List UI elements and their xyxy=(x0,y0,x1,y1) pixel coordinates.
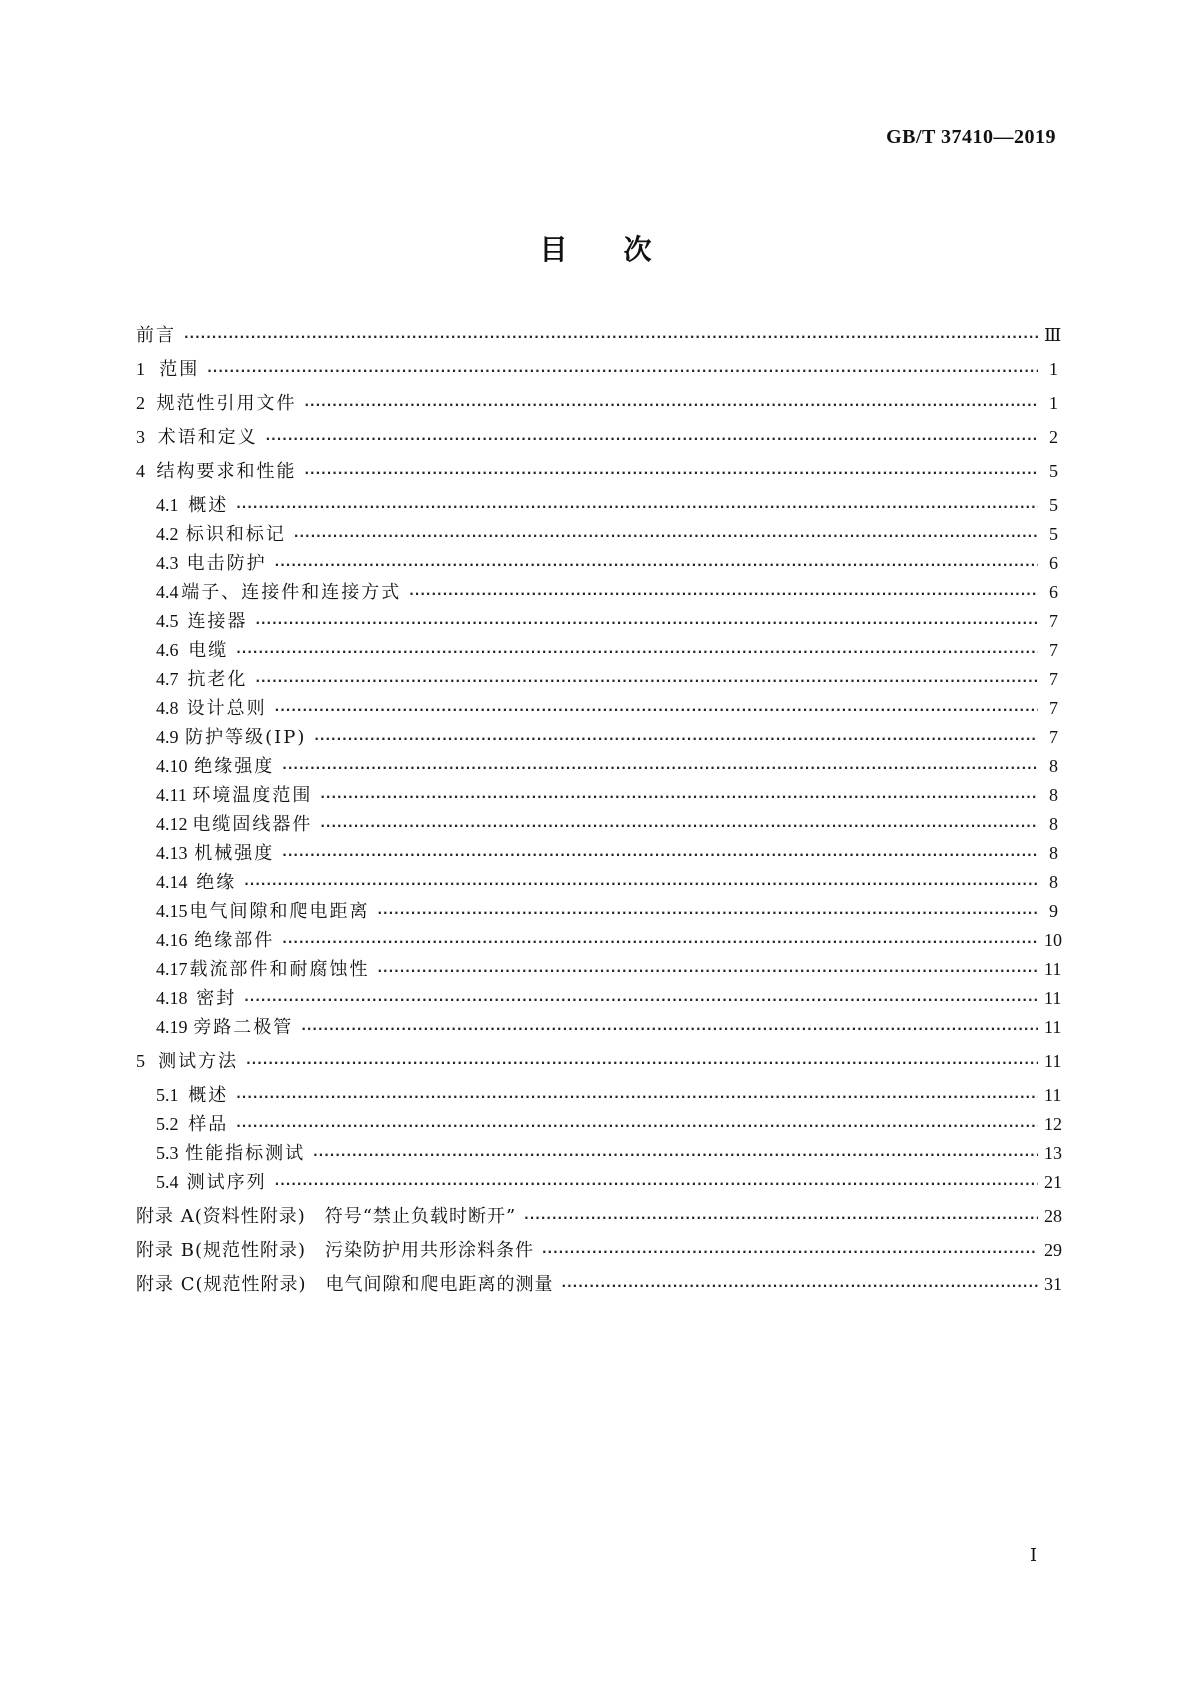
toc-entry-label: 电缆 xyxy=(188,640,229,661)
toc-entry-page: 5 xyxy=(1049,495,1058,515)
toc-entry-number: 4.7 xyxy=(156,669,179,689)
toc-entry-label: 绝缘部件 xyxy=(194,930,275,951)
toc-entry-4-5[interactable] xyxy=(136,608,1058,634)
toc-entry-label: 绝缘 xyxy=(196,872,237,893)
toc-entry-4-8[interactable] xyxy=(136,695,1058,721)
dot-leader xyxy=(236,1083,1038,1110)
toc-entry-appendix-b[interactable] xyxy=(136,1237,1062,1263)
toc-entry-appendix-a[interactable] xyxy=(136,1203,1062,1229)
toc-entry-page: 8 xyxy=(1049,756,1058,776)
toc-entry-number: 4.8 xyxy=(156,698,179,718)
toc-entry-label: 机械强度 xyxy=(194,843,275,864)
toc-entry-4-4[interactable] xyxy=(136,579,1058,605)
toc-entry-number: 4.14 xyxy=(156,872,188,892)
toc-entry-label: 防护等级(IP) xyxy=(185,727,307,748)
toc-entry-label: 抗老化 xyxy=(187,669,248,690)
toc-entry-page: 6 xyxy=(1048,582,1058,602)
toc-entry-4-14[interactable] xyxy=(136,869,1058,895)
toc-entry-page: 7 xyxy=(1049,611,1058,631)
toc-entry-label: 旁路二极管 xyxy=(193,1017,294,1038)
toc-entry-4[interactable] xyxy=(136,458,1058,484)
toc-entry-label: 连接器 xyxy=(187,611,248,632)
page-title: 目次 xyxy=(539,233,708,266)
toc-entry-label: 术语和定义 xyxy=(157,427,258,448)
dot-leader xyxy=(236,638,1038,665)
toc-entry-number: 5.3 xyxy=(156,1143,179,1163)
toc-entry-page: 11 xyxy=(1044,959,1062,979)
toc-entry-number: 5.1 xyxy=(156,1085,179,1105)
toc-entry-4-15[interactable] xyxy=(136,898,1058,924)
toc-entry-page: 21 xyxy=(1044,1172,1062,1192)
toc-entry-page: 1 xyxy=(1049,359,1058,379)
dot-leader xyxy=(305,391,1039,418)
dot-leader xyxy=(542,1238,1038,1265)
toc-entry-number: 5.4 xyxy=(156,1172,179,1192)
toc-entry-page: 31 xyxy=(1044,1274,1062,1294)
dot-leader xyxy=(377,899,1038,926)
dot-leader xyxy=(301,1015,1038,1042)
toc-entry-number: 4.18 xyxy=(156,988,188,1008)
toc-entry-page: 2 xyxy=(1049,427,1058,447)
toc-entry-page: 8 xyxy=(1049,814,1058,834)
dot-leader xyxy=(524,1204,1038,1231)
toc-entry-page: 5 xyxy=(1049,524,1058,544)
toc-entry-5[interactable] xyxy=(136,1048,1062,1074)
toc-entry-2[interactable] xyxy=(136,390,1058,416)
toc-entry-5-3[interactable] xyxy=(136,1140,1062,1166)
toc-entry-4-3[interactable] xyxy=(136,550,1058,576)
toc-entry-page: 11 xyxy=(1044,1085,1062,1105)
toc-entry-label: 附录 A(资料性附录) 符号“禁止负载时断开” xyxy=(136,1206,517,1227)
dot-leader xyxy=(282,928,1038,955)
toc-entry-number: 4.4 xyxy=(156,582,179,602)
toc-entry-page: 11 xyxy=(1044,1017,1062,1037)
toc-entry-3[interactable] xyxy=(136,424,1058,450)
toc-entry-4-13[interactable] xyxy=(136,840,1058,866)
toc-entry-4-1[interactable] xyxy=(136,492,1058,518)
toc-entry-label: 环境温度范围 xyxy=(192,785,313,806)
toc-entry-number: 5 xyxy=(136,1051,145,1071)
toc-entry-label: 规范性引用文件 xyxy=(156,393,297,414)
toc-entry-page: Ⅲ xyxy=(1044,325,1062,345)
dot-leader xyxy=(282,754,1038,781)
dot-leader xyxy=(244,986,1038,1013)
toc-entry-page: 7 xyxy=(1049,669,1058,689)
toc-entry-number: 4.16 xyxy=(156,930,188,950)
dot-leader xyxy=(236,1112,1038,1139)
dot-leader xyxy=(184,323,1038,350)
toc-entry-number: 4.1 xyxy=(156,495,179,515)
toc-entry-number: 4.9 xyxy=(156,727,179,747)
dot-leader xyxy=(314,725,1038,752)
toc-entry-4-16[interactable] xyxy=(136,927,1062,953)
toc-entry-appendix-c[interactable] xyxy=(136,1271,1062,1297)
toc-entry-4-11[interactable] xyxy=(136,782,1058,808)
toc-entry-label: 性能指标测试 xyxy=(185,1143,306,1164)
toc-entry-4-18[interactable] xyxy=(136,985,1062,1011)
toc-entry-page: 5 xyxy=(1049,461,1058,481)
toc-entry-label: 载流部件和耐腐蚀性 xyxy=(189,959,370,980)
toc-entry-number: 4.15 xyxy=(156,901,188,921)
toc-entry-label: 概述 xyxy=(188,495,229,516)
dot-leader xyxy=(275,696,1038,723)
toc-entry-page: 7 xyxy=(1049,727,1058,747)
toc-entry-number: 4.3 xyxy=(156,553,179,573)
toc-entry-label: 范围 xyxy=(159,359,200,380)
dot-leader xyxy=(207,357,1038,384)
toc-entry-5-1[interactable] xyxy=(136,1082,1062,1108)
toc-entry-page: 11 xyxy=(1044,988,1062,1008)
toc-entry-4-17[interactable] xyxy=(136,956,1062,982)
page-number: Ⅰ xyxy=(1030,1545,1038,1565)
dot-leader xyxy=(320,783,1038,810)
dot-leader xyxy=(255,609,1038,636)
toc-entry-label: 概述 xyxy=(188,1085,229,1106)
toc-entry-label: 测试方法 xyxy=(158,1051,239,1072)
dot-leader xyxy=(377,957,1038,984)
toc-entry-page: 11 xyxy=(1044,1051,1062,1071)
toc-entry-foreword[interactable] xyxy=(136,322,1062,348)
toc-entry-page: 1 xyxy=(1049,393,1058,413)
toc-entry-4-9[interactable] xyxy=(136,724,1058,750)
dot-leader xyxy=(246,1049,1038,1076)
toc-entry-number: 4 xyxy=(136,461,145,481)
toc-entry-page: 7 xyxy=(1049,698,1058,718)
toc-entry-number: 5.2 xyxy=(156,1114,179,1134)
toc-entry-4-19[interactable] xyxy=(136,1014,1062,1040)
toc-entry-4-6[interactable] xyxy=(136,637,1058,663)
toc-entry-label: 端子、连接件和连接方式 xyxy=(181,582,402,603)
toc-entry-page: 10 xyxy=(1044,930,1062,950)
toc-entry-page: 6 xyxy=(1049,553,1058,573)
toc-entry-number: 4.12 xyxy=(156,814,188,834)
toc-entry-label: 标识和标记 xyxy=(185,524,286,545)
toc-entry-number: 4.2 xyxy=(156,524,179,544)
dot-leader xyxy=(282,841,1038,868)
dot-leader xyxy=(275,551,1038,578)
toc-entry-label: 电气间隙和爬电距离 xyxy=(189,901,370,922)
standard-code: GB/T 37410—2019 xyxy=(886,126,1056,148)
dot-leader xyxy=(294,522,1038,549)
toc-entry-label: 样品 xyxy=(188,1114,229,1135)
toc-entry-label: 附录 B(规范性附录) 污染防护用共形涂料条件 xyxy=(136,1240,534,1261)
toc-entry-page: 8 xyxy=(1049,843,1058,863)
toc-entry-number: 2 xyxy=(136,393,145,413)
dot-leader xyxy=(409,580,1038,607)
dot-leader xyxy=(244,870,1038,897)
dot-leader xyxy=(305,459,1039,486)
toc-entry-4-10[interactable] xyxy=(136,753,1058,779)
dot-leader xyxy=(266,425,1038,452)
toc-entry-number: 4.10 xyxy=(156,756,188,776)
dot-leader xyxy=(562,1272,1038,1299)
toc-entry-4-12[interactable] xyxy=(136,811,1058,837)
toc-entry-number: 4.17 xyxy=(156,959,188,979)
toc-entry-4-7[interactable] xyxy=(136,666,1058,692)
toc-entry-label: 密封 xyxy=(196,988,237,1009)
dot-leader xyxy=(236,493,1038,520)
toc-entry-number: 4.11 xyxy=(156,785,187,805)
toc-entry-number: 4.13 xyxy=(156,843,188,863)
toc-entry-label: 电缆固线器件 xyxy=(192,814,313,835)
toc-entry-page: 13 xyxy=(1044,1143,1062,1163)
toc-entry-1[interactable] xyxy=(136,356,1058,382)
toc-entry-number: 4.5 xyxy=(156,611,179,631)
toc-entry-number: 4.19 xyxy=(156,1017,188,1037)
toc-entry-label: 绝缘强度 xyxy=(194,756,275,777)
toc-entry-label: 结构要求和性能 xyxy=(156,461,297,482)
dot-leader xyxy=(320,812,1038,839)
toc-entry-label: 前言 xyxy=(136,325,176,346)
toc-entry-number: 1 xyxy=(136,359,145,379)
toc-entry-page: 9 xyxy=(1049,901,1058,921)
toc-entry-5-2[interactable] xyxy=(136,1111,1062,1137)
toc-entry-page: 8 xyxy=(1049,872,1058,892)
dot-leader xyxy=(255,667,1038,694)
toc-entry-label: 设计总则 xyxy=(186,698,267,719)
toc-entry-4-2[interactable] xyxy=(136,521,1058,547)
toc-entry-5-4[interactable] xyxy=(136,1169,1062,1195)
toc-entry-page: 7 xyxy=(1049,640,1058,660)
toc-entry-label: 测试序列 xyxy=(186,1172,267,1193)
toc-entry-number: 3 xyxy=(136,427,145,447)
dot-leader xyxy=(275,1170,1038,1197)
toc-entry-number: 4.6 xyxy=(156,640,179,660)
toc-entry-page: 12 xyxy=(1044,1114,1062,1134)
toc-entry-label: 电击防护 xyxy=(186,553,267,574)
dot-leader xyxy=(313,1141,1038,1168)
toc-entry-page: 28 xyxy=(1044,1206,1062,1226)
toc-entry-page: 8 xyxy=(1049,785,1058,805)
toc-entry-page: 29 xyxy=(1044,1240,1062,1260)
toc-entry-label: 附录 C(规范性附录) 电气间隙和爬电距离的测量 xyxy=(136,1274,554,1295)
